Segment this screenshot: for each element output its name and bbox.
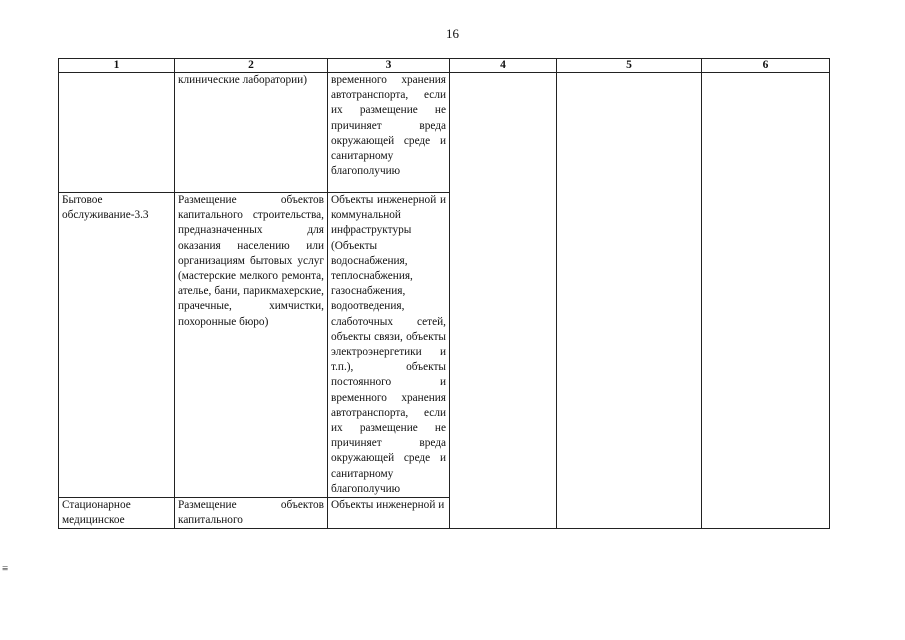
col-6-cell (702, 73, 830, 529)
row-2-auxiliary-objects: Объекты инженерной и коммунальной инфраструктуры (Объекты водоснабжения, теплоснабжения, газоснабжения, водоотведения, слаботочных сетей, объекты связи, объекты электроэнергетики и т.п.), объекты постоянного и временного хранения автотранспорта, если их размещение не причиняет вреда окружающей среде и санитарному благополучию (328, 193, 450, 498)
row-1-auxiliary-objects: временного хранения автотранспорта, если их размещение не причиняет вреда окружающей среде и санитарному благополучию (328, 73, 450, 193)
row-2-use-type: Бытовое обслуживание-3.3 (59, 193, 175, 498)
header-col-1: 1 (59, 59, 175, 73)
corner-scan-mark: ≡ (2, 563, 8, 575)
table-header-row (59, 59, 830, 73)
col-4-cell (450, 73, 557, 529)
col-5-cell (557, 73, 702, 529)
land-use-table (58, 58, 830, 529)
row-2-description: Размещение объектов капитального строительства, предназначенных для оказания населению или организациям бытовых услуг (мастерские мелкого ремонта, ателье, бани, парикмахерские, прачечные, химчистки, похоронные бюро) (175, 193, 328, 498)
row-1-description: клинические лаборатории) (175, 73, 328, 193)
header-col-6: 6 (702, 59, 830, 73)
row-3-auxiliary-objects: Объекты инженерной и (328, 498, 450, 529)
header-col-5: 5 (557, 59, 702, 73)
row-3-description: Размещение объектов капитального (175, 498, 328, 529)
page-number: 16 (446, 26, 459, 41)
table-row (59, 73, 830, 193)
document-table-wrapper (58, 58, 830, 529)
row-1-use-type (59, 73, 175, 193)
header-col-4: 4 (450, 59, 557, 73)
header-col-2: 2 (175, 59, 328, 73)
row-3-use-type: Стационарное медицинское (59, 498, 175, 529)
header-col-3: 3 (328, 59, 450, 73)
